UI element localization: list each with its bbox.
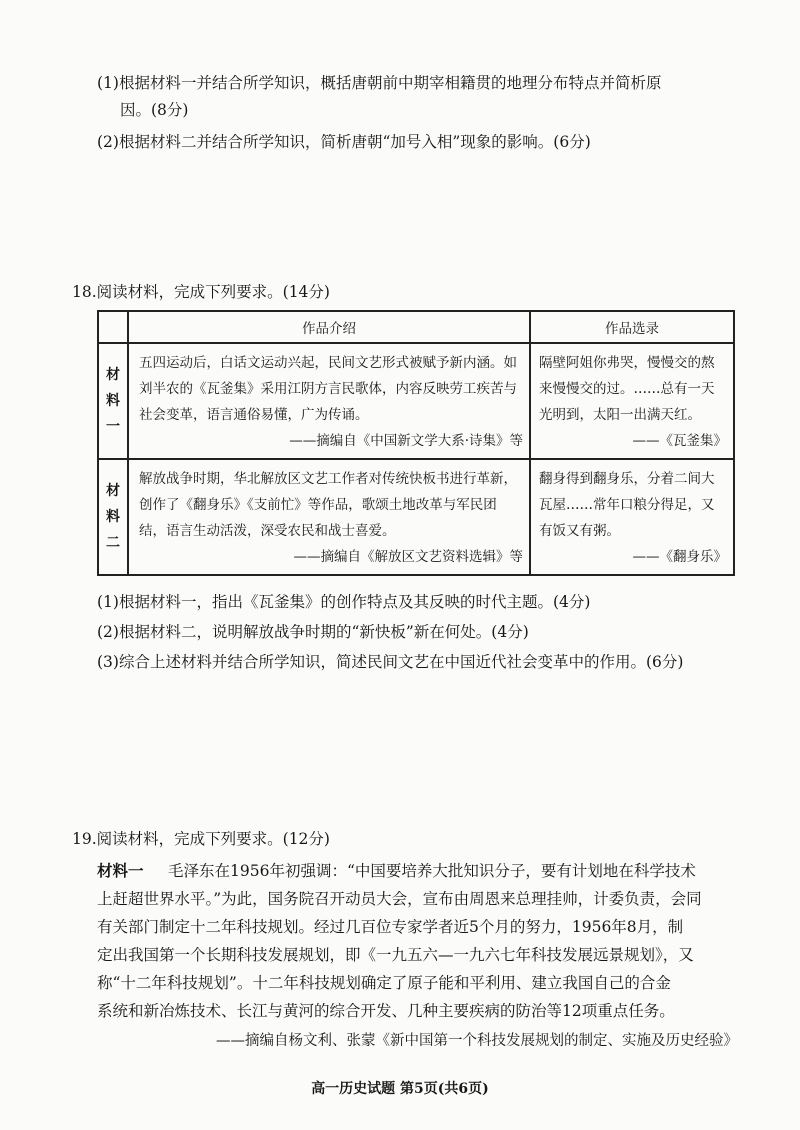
q19-material1-line: 毛泽东在1956年初强调：“中国要培养大批知识分子，要有计划地在科学技术 — [168, 862, 696, 880]
excerpt-source: ——《瓦釜集》 — [632, 433, 727, 449]
intro-source: ——摘编自《解放区文艺资料选辑》等 — [293, 549, 523, 565]
q19-material1-line: 定出我国第一个长期科技发展规划，即《一九五六—一九六七年科技发展远景规划》，又 — [97, 946, 694, 964]
q19-material1-line: 称“十二年科技规划”。十二年科技规划确定了原子能和平利用、建立我国自己的合金 — [97, 974, 671, 992]
page-footer: 高一历史试题 第5页(共6页) — [311, 1081, 489, 1097]
intro-cell — [128, 459, 530, 575]
q19-material1-line: 系统和新冶炼技术、长江与黄河的综合开发、几种主要疾病的防治等12项重点任务。 — [97, 1002, 675, 1020]
q17-sub1-line2: 因。(8分) — [120, 101, 189, 119]
row-label-char: 二 — [106, 535, 120, 551]
q19-material1-label: 材料一 — [97, 861, 144, 880]
excerpt-text: 翻身得到翻身乐，分着二间大瓦屋……常年口粮分得足，又有饭又有粥。 — [539, 471, 715, 539]
q19-material1-line: 上赶超世界水平。”为此，国务院召开动员大会，宣布由周恩来总理挂帅，计委负责，会同 — [97, 890, 702, 908]
q18-sub2: (2)根据材料二，说明解放战争时期的“新快板”新在何处。(4分) — [97, 623, 529, 641]
row-label-char: 料 — [106, 509, 120, 525]
excerpt-cell — [530, 459, 734, 575]
intro-text: 解放战争时期，华北解放区文艺工作者对传统快板书进行革新，创作了《翻身乐》《支前忙》等作品，歌颂土地改革与军民团结，语言生动活泼，深受农民和战士喜爱。 — [139, 471, 517, 539]
q17-sub2: (2)根据材料二并结合所学知识，简析唐朝“加号入相”现象的影响。(6分) — [97, 133, 591, 151]
row-label — [98, 343, 128, 459]
row-label-char: 一 — [106, 419, 120, 435]
q19-material1-source: ——摘编自杨文利、张蒙《新中国第一个科技发展规划的制定、实施及历史经验》 — [216, 1033, 738, 1049]
excerpt-source: ——《翻身乐》 — [632, 549, 727, 565]
intro-source: ——摘编自《中国新文学大系·诗集》等 — [289, 433, 523, 449]
col-excerpt-header: 作品选录 — [530, 311, 734, 343]
row-label — [98, 459, 128, 575]
q18-sub1: (1)根据材料一，指出《瓦釜集》的创作特点及其反映的时代主题。(4分) — [97, 593, 591, 611]
col-intro-header: 作品介绍 — [128, 311, 530, 343]
q18-sub3: (3)综合上述材料并结合所学知识，简述民间文艺在中国近代社会变革中的作用。(6分) — [97, 653, 684, 671]
excerpt-text: 隔壁阿姐你弗哭，慢慢交的熬来慢慢交的过。……总有一天光明到，太阳一出满天红。 — [539, 355, 715, 423]
table-corner — [98, 311, 128, 343]
table-header-row — [98, 311, 734, 343]
row-label-char: 材 — [106, 483, 120, 499]
intro-text: 五四运动后，白话文运动兴起，民间文艺形式被赋予新内涵。如刘半农的《瓦釜集》采用江阴方言民歌体，内容反映劳工疾苦与社会变革，语言通俗易懂，广为传诵。 — [139, 355, 517, 423]
q19-title: 19.阅读材料，完成下列要求。(12分) — [72, 830, 330, 848]
row-label-char: 料 — [106, 393, 120, 409]
table-row — [98, 343, 734, 459]
q17-sub1-line1: (1)根据材料一并结合所学知识，概括唐朝前中期宰相籍贯的地理分布特点并简析原 — [97, 74, 662, 92]
q18-title: 18.阅读材料，完成下列要求。(14分) — [72, 283, 330, 301]
intro-cell — [128, 343, 530, 459]
table-row — [98, 459, 734, 575]
q18-material-table — [97, 310, 735, 576]
row-label-char: 材 — [106, 367, 120, 383]
excerpt-cell — [530, 343, 734, 459]
q19-material1-line: 有关部门制定十二年科技规划。经过几百位专家学者近5个月的努力，1956年8月，制 — [97, 918, 684, 936]
